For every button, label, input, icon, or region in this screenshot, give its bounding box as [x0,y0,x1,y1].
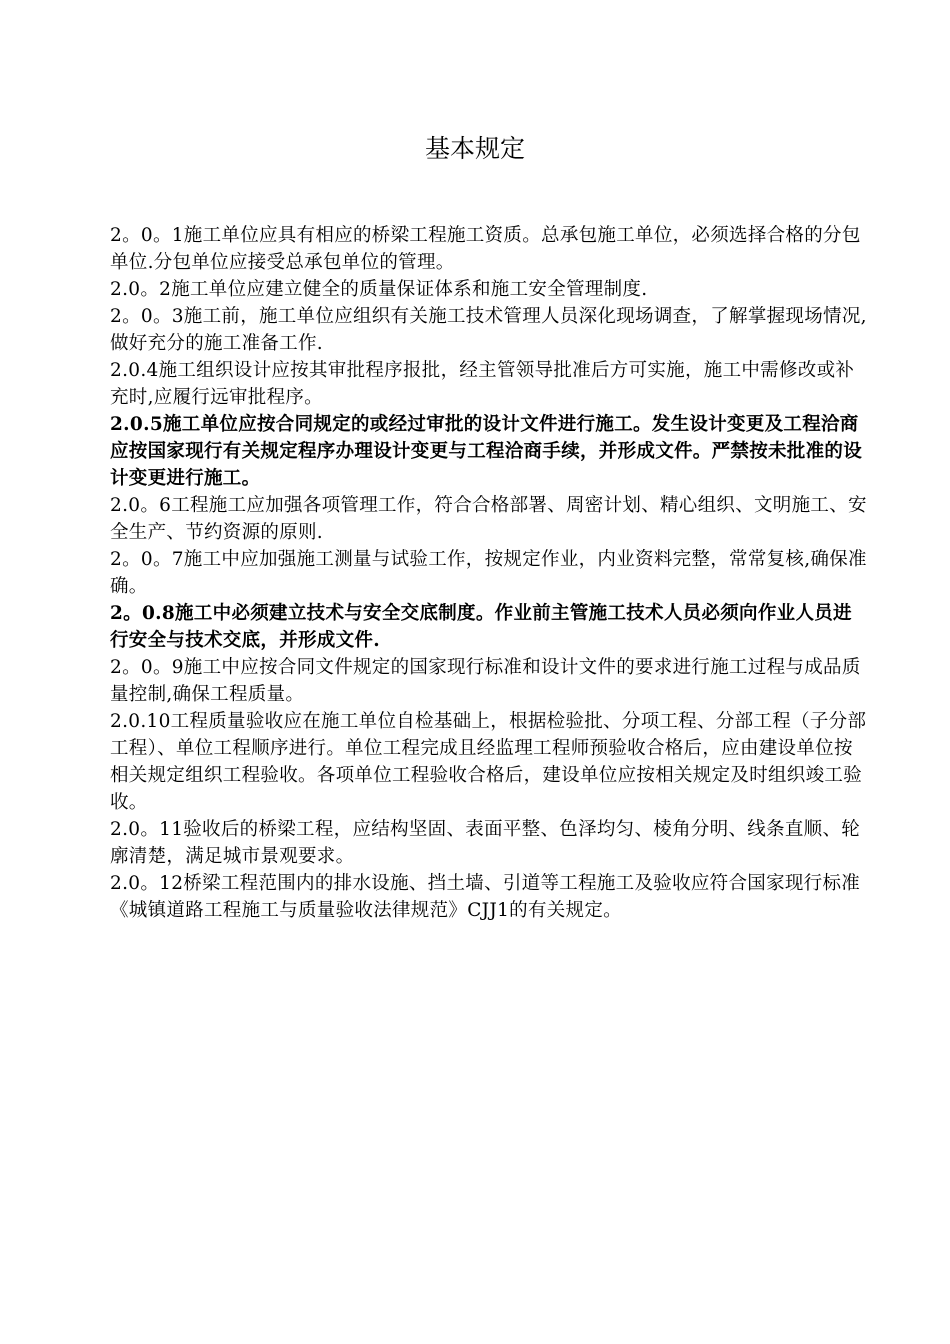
paragraph-2-0-8: 2。0.8施工中必须建立技术与安全交底制度。作业前主管施工技术人员必须向作业人员进行安全与技术交底，并形成文件. [110,603,852,651]
paragraph-2-0-2: 2.0。2施工单位应建立健全的质量保证体系和施工安全管理制度. [110,279,648,300]
paragraph-2-0-6: 2.0。6工程施工应加强各项管理工作，符合合格部署、周密计划、精心组织、文明施工、安全生产、节约资源的原则. [110,495,867,543]
paragraph-2-0-3: 2。0。3施工前，施工单位应组织有关施工技术管理人员深化现场调查，了解掌握现场情况,做好充分的施工准备工作. [110,306,867,354]
document-body [110,222,870,924]
paragraph-2-0-9: 2。0。9施工中应按合同文件规定的国家现行标准和设计文件的要求进行施工过程与成品质量控制,确保工程质量。 [110,657,861,705]
document-title: 基本规定 [424,134,525,163]
paragraph-2-0-7: 2。0。7施工中应加强施工测量与试验工作，按规定作业，内业资料完整，常常复核,确保准确。 [110,549,867,597]
paragraph-2-0-1: 2。0。1施工单位应具有相应的桥梁工程施工资质。总承包施工单位，必须选择合格的分包单位.分包单位应接受总承包单位的管理。 [110,225,861,273]
paragraph-2-0-11: 2.0。11验收后的桥梁工程，应结构坚固、表面平整、色泽均匀、棱角分明、线条直顺、轮廓清楚，满足城市景观要求。 [110,819,861,867]
paragraph-2-0-12: 2.0。12桥梁工程范围内的排水设施、挡土墙、引道等工程施工及验收应符合国家现行标准《城镇道路工程施工与质量验收法律规范》CJJ1的有关规定。 [110,873,861,921]
paragraph-2-0-5: 2.0.5施工单位应按合同规定的或经过审批的设计文件进行施工。发生设计变更及工程洽商应按国家现行有关规定程序办理设计变更与工程洽商手续，并形成文件。严禁按未批准的设计变更进行施工。 [110,414,863,489]
paragraph-2-0-10: 2.0.10工程质量验收应在施工单位自检基础上，根据检验批、分项工程、分部工程（子分部工程）、单位工程顺序进行。单位工程完成且经监理工程师预验收合格后，应由建设单位按相关规定组织工程验收。各项单位工程验收合格后，建设单位应按相关规定及时组织竣工验收。 [110,711,867,813]
paragraph-2-0-4: 2.0.4施工组织设计应按其审批程序报批，经主管领导批准后方可实施，施工中需修改或补充时,应履行远审批程序。 [110,360,855,408]
